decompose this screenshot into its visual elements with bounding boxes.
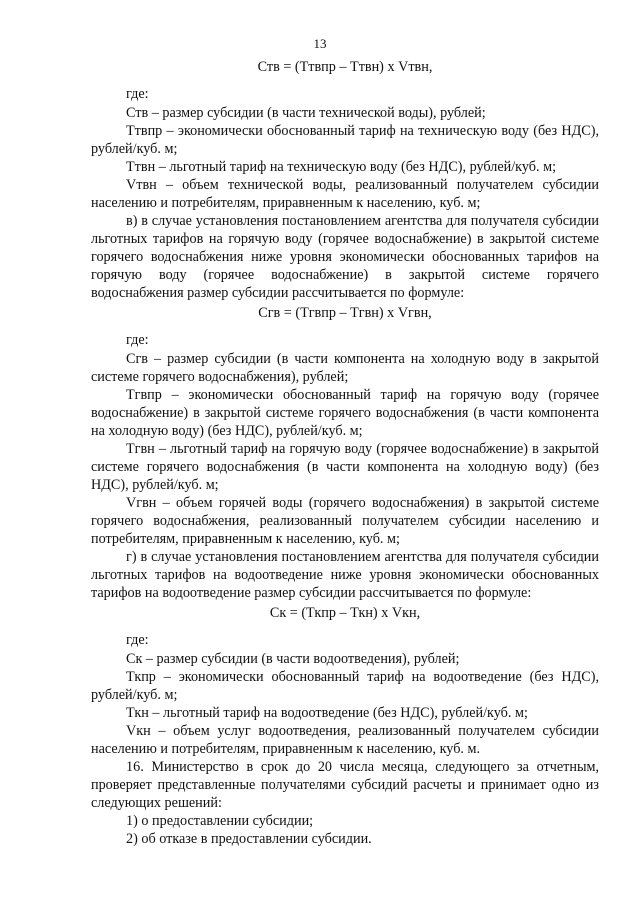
formula-sewerage: Ск = (Ткпр – Ткн) х Vкн, [269,605,421,621]
where-label: где: [126,86,149,102]
definition-paragraph: Сгв – размер субсидии (в части компонента на холодную воду в закрытой системе горячего водоснабжения), рублей; [91,351,599,385]
subpoint-g-paragraph: г) в случае установления постановлением агентства для получателя субсидии льготных тарифов на водоотведение ниже уровня экономически обоснованных тарифов на водоотведение размер субсидии рассчитывается по формуле: [91,549,599,601]
clause-16-paragraph: 16. Министерство в срок до 20 числа месяца, следующего за отчетным, проверяет представленные получателями субсидий расчеты и принимает одно из следующих решений: [91,759,599,811]
definition-paragraph: Тгвпр – экономически обоснованный тариф на горячую воду (горячее водоснабжение) в закрытой системе горячего водоснабжения (в части компонента на холодную воду) (без НДС), рублей/куб. м; [91,387,599,439]
definition-paragraph: Ткпр – экономически обоснованный тариф на водоотведение (без НДС), рублей/куб. м; [91,669,599,703]
page-number: 13 [313,36,327,51]
definition-paragraph: Vтвн – объем технической воды, реализованный получателем субсидии населению и потребителям, приравненным к населению, куб. м; [91,177,599,211]
document-body [91,58,599,848]
definition-paragraph: Ств – размер субсидии (в части технической воды), рублей; [126,105,486,121]
definition-paragraph: Ск – размер субсидии (в части водоотведения), рублей; [126,651,460,667]
definition-paragraph: Ткн – льготный тариф на водоотведение (без НДС), рублей/куб. м; [126,705,528,721]
where-label: где: [126,632,149,648]
decision-option-1: 1) о предоставлении субсидии; [126,813,314,829]
decision-option-2: 2) об отказе в предоставлении субсидии. [126,831,372,847]
definition-paragraph: Vгвн – объем горячей воды (горячего водоснабжения) в закрытой системе горячего водоснабжения, реализованный получателем субсидии населению и потребителям, приравненным к населению, куб. м; [91,495,599,547]
subpoint-v-paragraph: в) в случае установления постановлением агентства для получателя субсидии льготных тарифов на горячую воду (горячее водоснабжение) в закрытой системе горячего водоснабжения ниже уровня экономически обоснованных тарифов на горячую воду (горячее водоснабжение) в закрытой системе горячего водоснабжения размер субсидии рассчитывается по формуле: [91,213,599,301]
definition-paragraph: Ттвпр – экономически обоснованный тариф на техническую воду (без НДС), рублей/куб. м; [91,123,599,157]
definition-paragraph: Vкн – объем услуг водоотведения, реализованный получателем субсидии населению и потребителям, приравненным к населению, куб. м. [91,723,599,757]
definition-paragraph: Ттвн – льготный тариф на техническую воду (без НДС), рублей/куб. м; [126,159,557,175]
where-label: где: [126,332,149,348]
formula-technical-water: Ств = (Ттвпр – Ттвн) х Vтвн, [257,59,433,75]
definition-paragraph: Тгвн – льготный тариф на горячую воду (горячее водоснабжение) в закрытой системе горячего водоснабжения (в части компонента на холодную воду) (без НДС), рублей/куб. м; [91,441,599,493]
formula-hot-water: Сгв = (Тгвпр – Тгвн) х Vгвн, [258,305,432,321]
